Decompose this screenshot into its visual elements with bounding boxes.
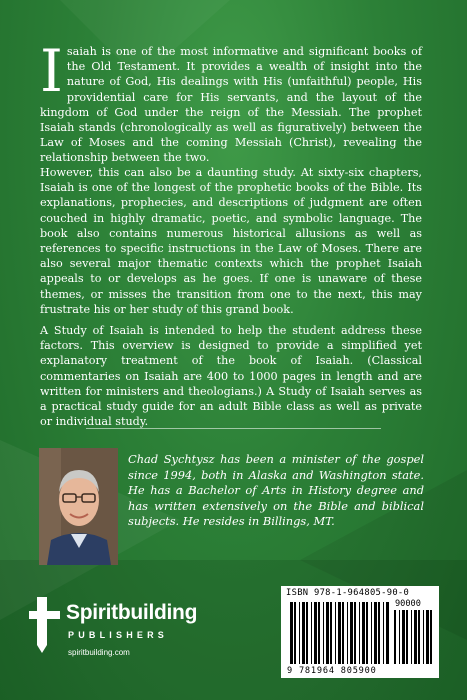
description-paragraph-1 <box>40 37 422 166</box>
barcode-addon-bars <box>393 610 435 664</box>
barcode-addon-digits: 90000 <box>395 599 421 609</box>
author-photo <box>39 448 118 565</box>
publisher-name: Spiritbuilding <box>66 601 198 624</box>
drop-cap: I <box>40 37 63 105</box>
barcode-main-bars <box>289 602 389 664</box>
cross-icon <box>28 593 68 663</box>
barcode-digits: 9 781964 805900 <box>287 666 377 676</box>
description-paragraph-1-text: saiah is one of the most informative and significant books of the Old Testament. It provides a wealth of insight into the nature of God, His dealings with His (unfaithful) people, His providential care for His servants, and the layout of the kingdom of God under the reign of the Messiah. The prophet Isaiah stands (chronologically as well as figuratively) between the Law of Moses and the coming Messiah (Christ), revealing the relationship between the two. <box>40 45 422 165</box>
description-paragraph-3: A Study of Isaiah is intended to help the student address these factors. This overview is designed to provide a simplified yet explanatory treatment of the book of Isaiah. (Classical commentaries on Isaiah are 400 to 1000 pages in length and are written for ministers and theologians.) A Study of Isaiah serves as a practical study guide for an adult Bible class as well as private or individual study. <box>40 324 422 429</box>
isbn-barcode <box>281 586 439 678</box>
author-bio: Chad Sychtysz has been a minister of the gospel since 1994, both in Alaska and Washington state. He has a Bachelor of Arts in History degree and has written extensively on the Bible and biblical subjects. He resides in Billings, MT. <box>128 452 424 528</box>
description-paragraph-2: However, this can also be a daunting study. At sixty-six chapters, Isaiah is one of the longest of the prophetic books of the Bible. Its explanations, prophecies, and descriptions of judgment are often couched in highly dramatic, poetic, and symbolic language. The book also contains numerous historical allusions as well as references to specific instructions in the Law of Moses. There are also several major thematic contexts which the prophet Isaiah appeals to or develops as he goes. If one is unaware of these themes, or misses the transition from one to the next, this may frustrate his or her study of this grand book. <box>40 166 422 316</box>
divider <box>86 428 381 429</box>
isbn-label: ISBN 978-1-964805-90-0 <box>286 588 410 598</box>
publisher-website: spiritbuilding.com <box>68 648 130 657</box>
publisher-tagline: PUBLISHERS <box>68 630 169 640</box>
